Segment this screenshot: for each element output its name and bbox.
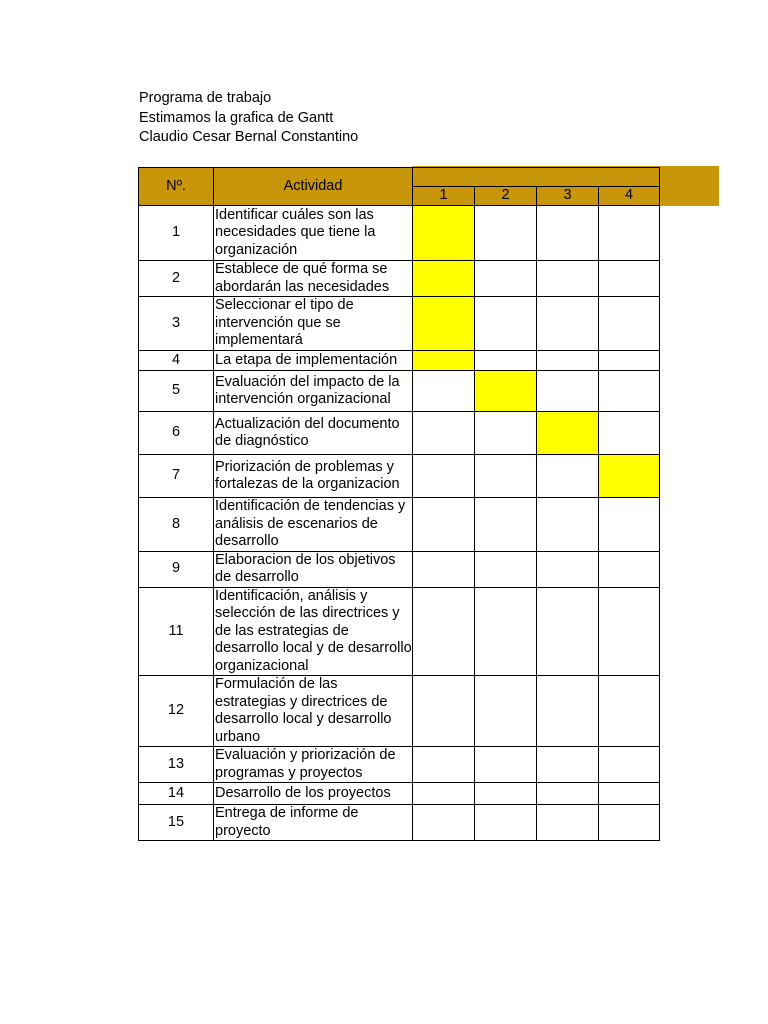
gantt-cell-week-2 <box>475 206 537 261</box>
gantt-cell-week-3 <box>537 455 599 498</box>
gantt-cell-week-3 <box>537 498 599 552</box>
gantt-cell-week-4 <box>599 261 660 297</box>
activity-cell: Identificar cuáles son las necesidades que tiene la organización <box>214 206 413 261</box>
gantt-cell-week-2 <box>475 412 537 455</box>
table-row <box>139 455 660 498</box>
gantt-cell-week-1 <box>413 371 475 412</box>
table-row <box>139 498 660 552</box>
gantt-cell-week-1 <box>413 805 475 841</box>
table-row <box>139 747 660 783</box>
activity-cell: La etapa de implementación <box>214 351 413 371</box>
gantt-cell-week-2 <box>475 351 537 371</box>
gantt-cell-week-3 <box>537 805 599 841</box>
table-row <box>139 261 660 297</box>
gantt-cell-week-1 <box>413 783 475 805</box>
row-number: 14 <box>139 783 214 805</box>
table-row <box>139 783 660 805</box>
activity-cell: Evaluación del impacto de la intervención organizacional <box>214 371 413 412</box>
gantt-bar-week-3 <box>537 412 599 455</box>
gantt-cell-week-4 <box>599 805 660 841</box>
table-row <box>139 351 660 371</box>
gantt-cell-week-4 <box>599 297 660 351</box>
gantt-bar-week-1 <box>413 261 475 297</box>
table-row <box>139 206 660 261</box>
table-row <box>139 412 660 455</box>
author-name: Claudio Cesar Bernal Constantino <box>139 129 359 145</box>
gantt-cell-week-3 <box>537 297 599 351</box>
activity-cell: Identificación de tendencias y análisis de escenarios de desarrollo <box>214 498 413 552</box>
gantt-cell-week-1 <box>413 412 475 455</box>
row-number: 9 <box>139 551 214 587</box>
gantt-cell-week-4 <box>599 551 660 587</box>
gantt-bar-week-2 <box>475 371 537 412</box>
column-header-activity: Actividad <box>214 168 413 206</box>
activity-cell: Actualización del documento de diagnóstico <box>214 412 413 455</box>
gantt-cell-week-3 <box>537 587 599 676</box>
gantt-bar-week-1 <box>413 297 475 351</box>
row-number: 2 <box>139 261 214 297</box>
activity-cell: Formulación de las estrategias y directrices de desarrollo local y desarrollo urbano <box>214 676 413 747</box>
table-row <box>139 805 660 841</box>
table-row <box>139 587 660 676</box>
gantt-cell-week-2 <box>475 676 537 747</box>
gantt-cell-week-4 <box>599 351 660 371</box>
gantt-cell-week-1 <box>413 587 475 676</box>
gantt-cell-week-4 <box>599 206 660 261</box>
gantt-cell-week-4 <box>599 371 660 412</box>
table-row <box>139 551 660 587</box>
gantt-bar-week-1 <box>413 206 475 261</box>
gantt-cell-week-4 <box>599 412 660 455</box>
gantt-cell-week-1 <box>413 551 475 587</box>
program-subtitle: Estimamos la grafica de Gantt <box>139 109 334 126</box>
week-header-1: 1 <box>413 187 475 206</box>
gantt-cell-week-3 <box>537 676 599 747</box>
table-row <box>139 297 660 351</box>
row-number: 5 <box>139 371 214 412</box>
gantt-cell-week-2 <box>475 805 537 841</box>
gantt-cell-week-1 <box>413 676 475 747</box>
row-number: 3 <box>139 297 214 351</box>
row-number: 8 <box>139 498 214 552</box>
activity-cell: Evaluación y priorización de programas y proyectos <box>214 747 413 783</box>
gantt-cell-week-2 <box>475 783 537 805</box>
week-header-2: 2 <box>475 187 537 206</box>
activity-cell: Establece de qué forma se abordarán las necesidades <box>214 261 413 297</box>
gantt-cell-week-3 <box>537 783 599 805</box>
row-number: 15 <box>139 805 214 841</box>
activity-cell: Entrega de informe de proyecto <box>214 805 413 841</box>
row-number: 6 <box>139 412 214 455</box>
gantt-cell-week-2 <box>475 551 537 587</box>
gantt-cell-week-2 <box>475 297 537 351</box>
gantt-cell-week-3 <box>537 551 599 587</box>
gantt-cell-week-2 <box>475 498 537 552</box>
gantt-cell-week-1 <box>413 747 475 783</box>
gantt-cell-week-3 <box>537 351 599 371</box>
table-row <box>139 676 660 747</box>
gantt-cell-week-3 <box>537 747 599 783</box>
week-header-3: 3 <box>537 187 599 206</box>
gantt-cell-week-3 <box>537 371 599 412</box>
table-row <box>139 371 660 412</box>
activity-cell: Seleccionar el tipo de intervención que se implementará <box>214 297 413 351</box>
gantt-table <box>138 167 660 841</box>
program-title: Programa de trabajo <box>139 90 272 106</box>
weeks-header-band <box>413 168 660 187</box>
gantt-cell-week-3 <box>537 261 599 297</box>
activity-cell: Desarrollo de los proyectos <box>214 783 413 805</box>
gantt-cell-week-3 <box>537 206 599 261</box>
gantt-bar-week-4 <box>599 455 660 498</box>
gantt-cell-week-4 <box>599 747 660 783</box>
row-number: 11 <box>139 587 214 676</box>
gantt-cell-week-2 <box>475 455 537 498</box>
gantt-bar-week-1 <box>413 351 475 371</box>
gantt-cell-week-2 <box>475 747 537 783</box>
gantt-cell-week-1 <box>413 455 475 498</box>
gantt-cell-week-4 <box>599 676 660 747</box>
activity-cell: Elaboracion de los objetivos de desarrollo <box>214 551 413 587</box>
gantt-cell-week-4 <box>599 783 660 805</box>
activity-cell: Priorización de problemas y fortalezas de la organizacion <box>214 455 413 498</box>
row-number: 1 <box>139 206 214 261</box>
document-header <box>139 89 358 148</box>
row-number: 12 <box>139 676 214 747</box>
gantt-cell-week-1 <box>413 498 475 552</box>
row-number: 13 <box>139 747 214 783</box>
gantt-cell-week-4 <box>599 498 660 552</box>
activity-cell: Identificación, análisis y selección de las directrices y de las estrategias de desarrollo local y de desarrollo organizacional <box>215 587 412 674</box>
week-header-4: 4 <box>599 187 660 206</box>
row-number: 4 <box>139 351 214 371</box>
row-number: 7 <box>139 455 214 498</box>
column-header-number: Nº. <box>139 168 214 206</box>
gantt-cell-week-2 <box>475 587 537 676</box>
gantt-cell-week-4 <box>599 587 660 676</box>
gantt-cell-week-2 <box>475 261 537 297</box>
